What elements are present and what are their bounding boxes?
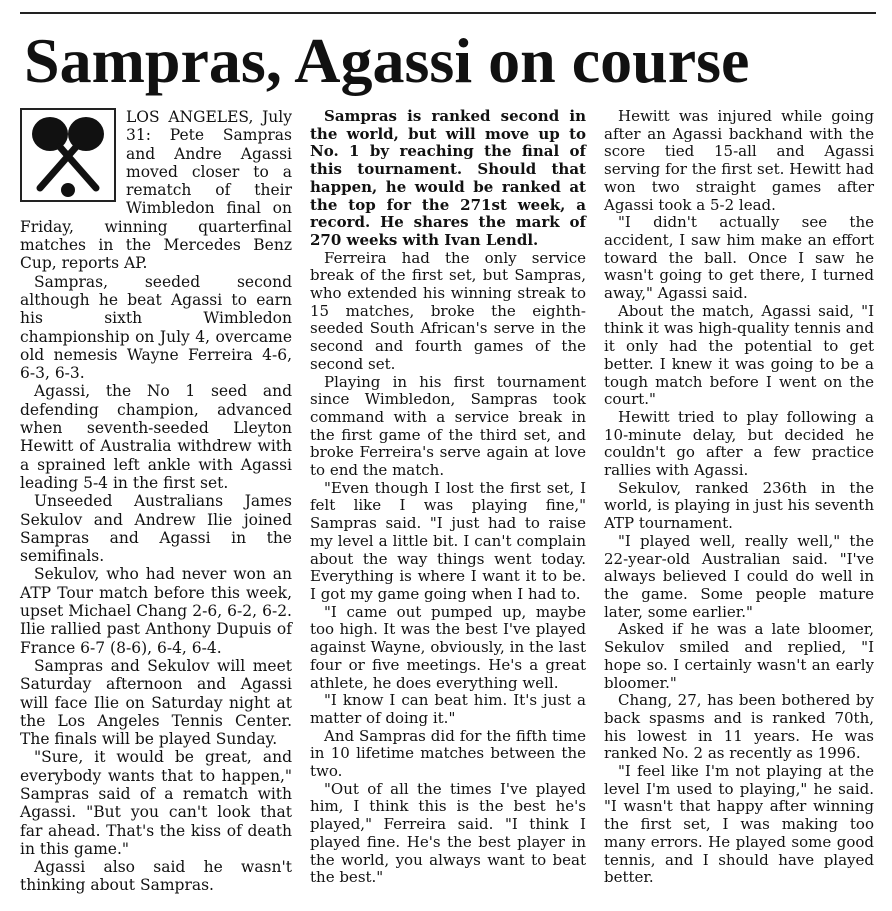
column-1 [20, 108, 292, 895]
paragraph: Agassi also said he wasn't thinking about Sampras. [20, 858, 292, 895]
paragraph: Playing in his first tournament since Wimbledon, Sampras took command with a service break in the first game of the third set, and broke Ferreira's serve again at love to end the match. [310, 372, 586, 480]
tennis-rackets-graphic [22, 110, 114, 200]
headline: Sampras, Agassi on course [24, 25, 750, 96]
paragraph: "I came out pumped up, maybe too high. It was the best I've played against Wayne, obviously, in the last four or five meetings. He's a great athlete, he does everything well. [310, 602, 586, 692]
paragraph: Sampras, seeded second although he beat Agassi to earn his sixth Wimbledon championship on July 4, overcame old nemesis Wayne Ferreira 4-6, 6-3, 6-3. [20, 272, 292, 383]
paragraph: Chang, 27, has been bothered by back spasms and is ranked 70th, his lowest in 11 years. He was ranked No. 2 as recently as 1996. [604, 691, 874, 763]
paragraph: "I know I can beat him. It's just a matter of doing it." [310, 691, 586, 727]
lead-paragraph: Sampras is ranked second in the world, but will move up to No. 1 by reaching the final of this tournament. Should that happen, he would be ranked at the top for the 271st week, a record. He shares the mark of 270 weeks with Ivan Lendl. [310, 107, 586, 249]
paragraph: And Sampras did for the fifth time in 10 lifetime matches between the two. [310, 726, 586, 781]
paragraph: Ferreira had the only service break of the first set, but Sampras, who extended his winning streak to 15 matches, broke the eighth-seeded South African's serve in the second and fourth games of the second set. [310, 248, 586, 373]
paragraph: "I played well, really well," the 22-year-old Australian said. "I've always believed I could do well in the game. Some people mature later, some earlier." [604, 531, 874, 621]
paragraph: About the match, Agassi said, "I think it was high-quality tennis and it only had the potential to get better. I knew it was going to be a tough match before I went on the court." [604, 301, 874, 409]
paragraph: Sekulov, ranked 236th in the world, is playing in just his seventh ATP tournament. [604, 478, 874, 533]
paragraph: Agassi, the No 1 seed and defending champion, advanced when seventh-seeded Lleyton Hewitt of Australia withdrew with a sprained left ankle with Agassi leading 5-4 in the first set. [20, 382, 292, 492]
paragraph: "Out of all the times I've played him, I think this is the best he's played," Ferreira said. "I think I played fine. He's the best player in the world, you always want to beat the best." [310, 779, 586, 887]
paragraph: "Sure, it would be great, and everybody wants that to happen," Sampras said of a rematch with Agassi. "But you can't look that far ahead. That's the kiss of death in this game." [20, 748, 292, 858]
top-rule [20, 12, 876, 14]
article [20, 12, 876, 902]
tennis-rackets-icon [20, 108, 116, 202]
paragraph: Asked if he was a late bloomer, Sekulov smiled and replied, "I hope so. I certainly wasn't an early bloomer." [604, 620, 874, 692]
column-2 [310, 108, 586, 887]
paragraph: Sampras and Sekulov will meet Saturday afternoon and Agassi will face Ilie on Saturday night at the Los Angeles Tennis Center. The finals will be played Sunday. [20, 656, 292, 749]
paragraph: Unseeded Australians James Sekulov and Andrew Ilie joined Sampras and Agassi in the semifinals. [20, 492, 292, 566]
paragraph: LOS ANGELES, July 31: Pete Sampras and Andre Agassi moved closer to a rematch of their Wimbledon final on Friday, winning quarterfinal matches in the Mercedes Benz Cup, reports AP. [20, 108, 292, 273]
paragraph: "I feel like I'm not playing at the level I'm used to playing," he said. "I wasn't that happy after winning the first set, I was making too many errors. He played some good tennis, and I should have played better. [604, 762, 874, 887]
column-3 [604, 108, 874, 887]
paragraph: "I didn't actually see the accident, I saw him make an effort toward the ball. Once I saw he wasn't going to get there, I turned away," Agassi said. [604, 213, 874, 303]
paragraph: Hewitt was injured while going after an Agassi backhand with the score tied 15-all and Agassi serving for the first set. Hewitt had won two straight games after Agassi took a 5-2 lead. [604, 107, 874, 214]
paragraph: Sekulov, who had never won an ATP Tour match before this week, upset Michael Chang 2-6, 6-2, 6-2. Ilie rallied past Anthony Dupuis of France 6-7 (8-6), 6-4, 6-4. [20, 565, 292, 657]
paragraph: "Even though I lost the first set, I felt like I was playing fine," Sampras said. "I just had to raise my level a little bit. I can't complain about the way things went today. Everything is where I want it to be. I got my game going when I had to. [310, 478, 586, 603]
paragraph: Hewitt tried to play following a 10-minute delay, but decided he couldn't go after a few practice rallies with Agassi. [604, 407, 874, 480]
